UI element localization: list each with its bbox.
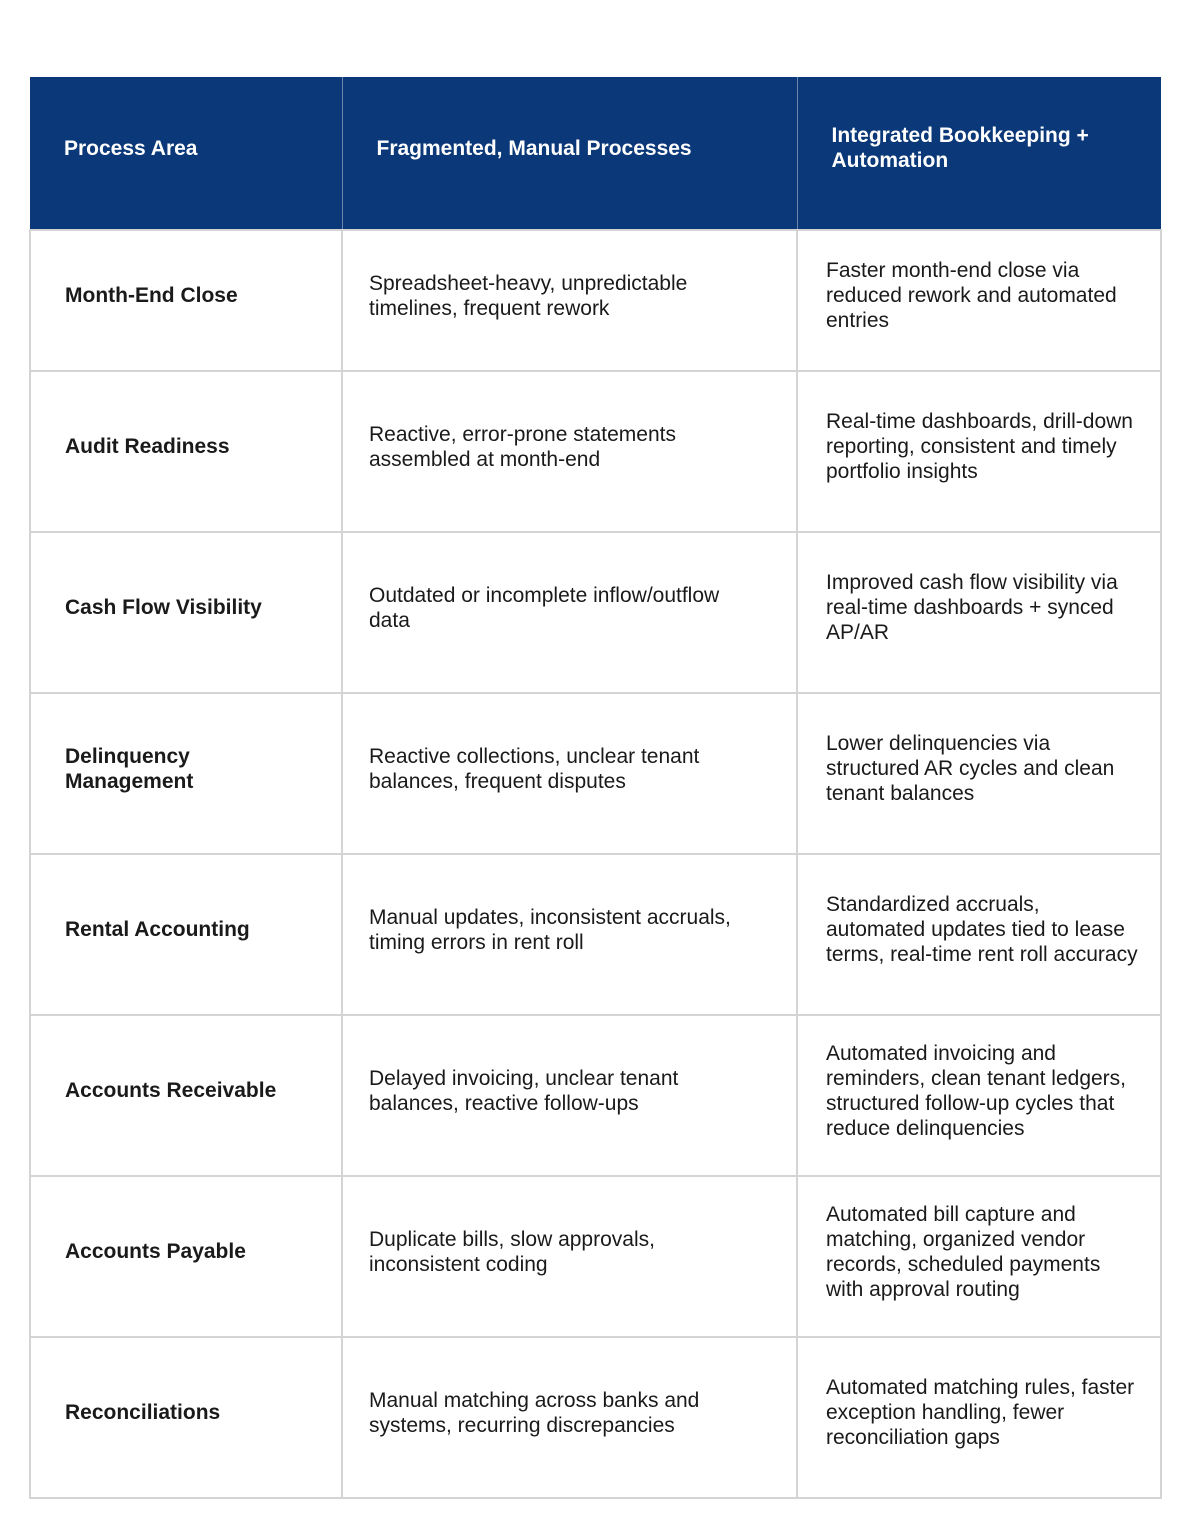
table-row	[30, 371, 1161, 532]
table-row	[30, 1176, 1161, 1337]
table-row	[30, 230, 1161, 371]
table-body	[30, 230, 1161, 1498]
process-area-cell: Reconciliations	[30, 1337, 342, 1498]
manual-cell: Spreadsheet-heavy, unpredictable timelines, frequent rework	[342, 230, 797, 371]
automated-cell: Automated invoicing and reminders, clean tenant ledgers, structured follow-up cycles that reduce delinquencies	[797, 1015, 1161, 1176]
process-area-cell: Accounts Payable	[30, 1176, 342, 1337]
table-row	[30, 693, 1161, 854]
automated-cell: Faster month-end close via reduced rework and automated entries	[797, 230, 1161, 371]
table-row	[30, 1015, 1161, 1176]
header-manual-processes: Fragmented, Manual Processes	[342, 77, 797, 230]
manual-cell: Reactive collections, unclear tenant balances, frequent disputes	[342, 693, 797, 854]
table-row	[30, 532, 1161, 693]
table-row	[30, 854, 1161, 1015]
manual-cell: Duplicate bills, slow approvals, inconsistent coding	[342, 1176, 797, 1337]
header-integrated-automation: Integrated Bookkeeping + Automation	[797, 77, 1161, 230]
automated-cell: Automated matching rules, faster exception handling, fewer reconciliation gaps	[797, 1337, 1161, 1498]
process-area-cell: Accounts Receivable	[30, 1015, 342, 1176]
process-area-cell: Rental Accounting	[30, 854, 342, 1015]
manual-cell: Reactive, error-prone statements assembled at month-end	[342, 371, 797, 532]
manual-cell: Delayed invoicing, unclear tenant balances, reactive follow-ups	[342, 1015, 797, 1176]
table-row	[30, 1337, 1161, 1498]
automated-cell: Automated bill capture and matching, organized vendor records, scheduled payments with approval routing	[797, 1176, 1161, 1337]
header-row	[30, 77, 1161, 230]
automated-cell: Improved cash flow visibility via real-time dashboards + synced AP/AR	[797, 532, 1161, 693]
process-area-cell: Cash Flow Visibility	[30, 532, 342, 693]
process-area-cell: Delinquency Management	[30, 693, 342, 854]
automated-cell: Real-time dashboards, drill-down reporting, consistent and timely portfolio insights	[797, 371, 1161, 532]
process-area-cell: Month-End Close	[30, 230, 342, 371]
comparison-table	[29, 77, 1162, 1499]
table-header	[30, 77, 1161, 230]
automated-cell: Lower delinquencies via structured AR cycles and clean tenant balances	[797, 693, 1161, 854]
manual-cell: Manual matching across banks and systems, recurring discrepancies	[342, 1337, 797, 1498]
process-area-cell: Audit Readiness	[30, 371, 342, 532]
header-process-area: Process Area	[30, 77, 342, 230]
manual-cell: Manual updates, inconsistent accruals, timing errors in rent roll	[342, 854, 797, 1015]
automated-cell: Standardized accruals, automated updates tied to lease terms, real-time rent roll accuracy	[797, 854, 1161, 1015]
manual-cell: Outdated or incomplete inflow/outflow data	[342, 532, 797, 693]
